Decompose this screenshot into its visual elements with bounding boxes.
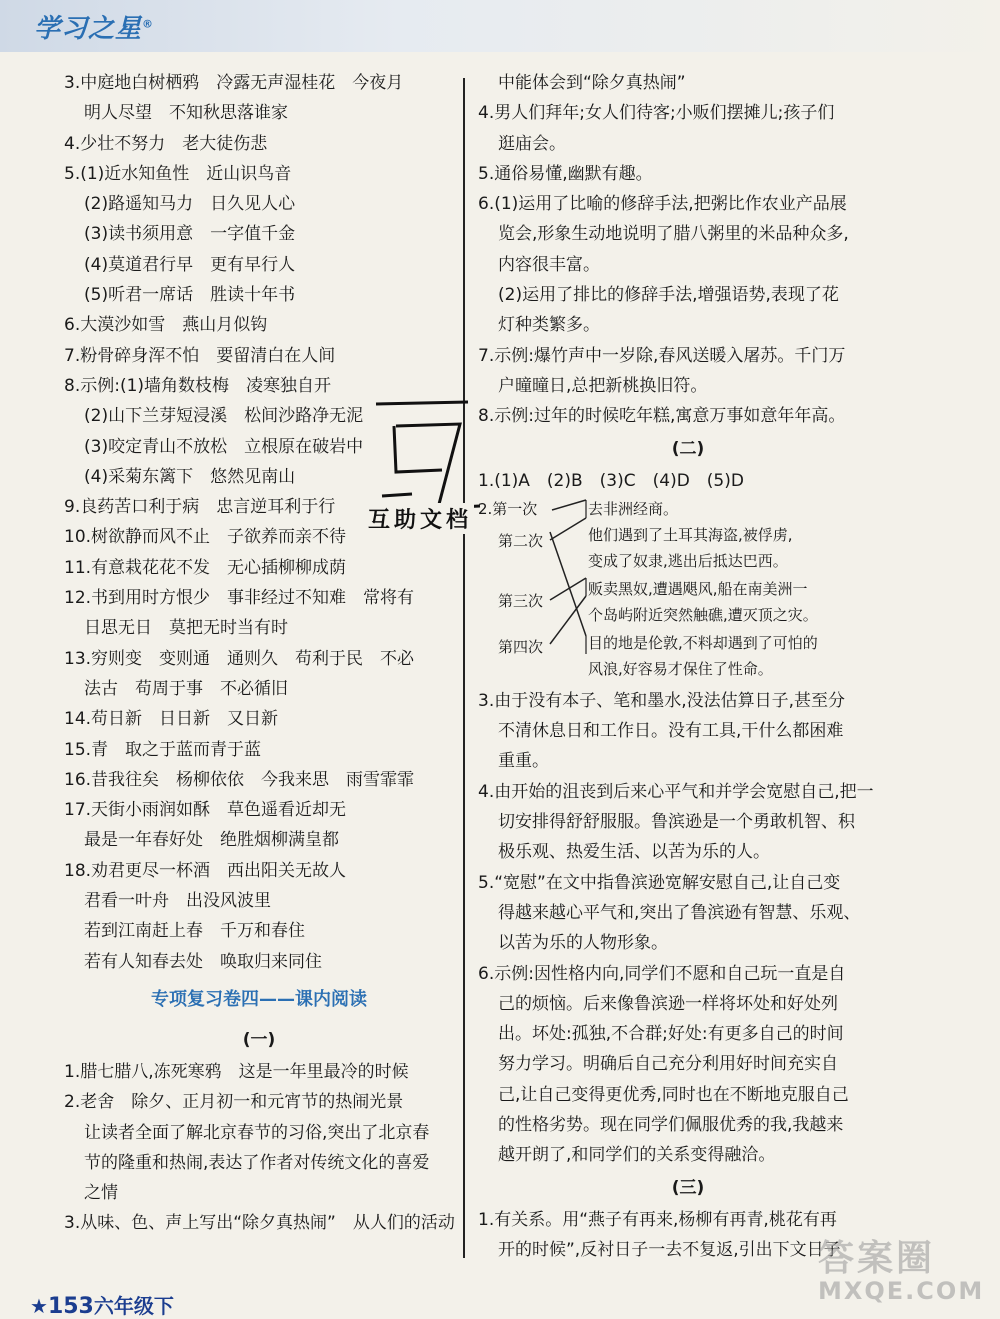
right-top-answer-line: 5.通俗易懂,幽默有趣。 — [478, 163, 653, 184]
left-answer-line: 16.昔我往矣 杨柳依依 今我来思 雨雪霏霏 — [64, 769, 415, 790]
left-answer-line: (2)山下兰芽短浸溪 松间沙路净无泥 — [84, 406, 364, 427]
part-three-answer-line: 开的时候”,反衬日子一去不复返,引出下文日子 — [498, 1239, 841, 1260]
corner-logo: 答案圈 MXQE.COM — [818, 1238, 985, 1305]
left-answer-line: 17.天街小雨润如酥 草色遥看近却无 — [64, 800, 347, 821]
match-label-1: 2.第一次 — [478, 499, 538, 518]
part-one-answer-line: 1.腊七腊八,冻死寒鸦 这是一年里最冷的时候 — [64, 1061, 409, 1082]
left-answer-line: 10.树欲静而风不止 子欲养而亲不待 — [64, 527, 347, 548]
part-two-answer-line: 切安排得舒舒服服。鲁滨逊是一个勇敢机智、积 — [498, 812, 855, 833]
left-answer-line: 14.苟日新 日日新 又日新 — [64, 709, 279, 730]
left-answer-line: 12.书到用时方恨少 事非经过不知难 常将有 — [64, 588, 415, 609]
left-answer-line: (2)路遥知马力 日久见人心 — [84, 194, 296, 215]
part-two-answers — [478, 686, 898, 1171]
match-dest-2b: 变成了奴隶,逃出后抵达巴西。 — [588, 551, 788, 570]
part-three-title: (三) — [671, 1177, 705, 1198]
part-two-answer-line: 努力学习。明确后自己充分利用好时间充实自 — [498, 1054, 838, 1075]
left-answer-line: 若到江南赶上春 千万和春住 — [84, 921, 305, 942]
part-one-title: (一) — [242, 1029, 276, 1050]
column-divider — [463, 78, 465, 1258]
left-answer-line: 法古 苟周于事 不必循旧 — [84, 678, 288, 699]
match-label-3: 第三次 — [498, 591, 544, 610]
part-two-answer-line: 4.由开始的沮丧到后来心平气和并学会宽慰自己,把一 — [478, 781, 874, 802]
part-one-answer-line: 3.从味、色、声上写出“除夕真热闹” 从人们的活动 — [64, 1213, 455, 1234]
left-answer-line: 11.有意栽花花不发 无心插柳柳成荫 — [64, 557, 347, 578]
right-top-answers — [478, 68, 898, 432]
match-dest-3b: 个岛屿附近突然触礁,遭灭顶之灾。 — [588, 605, 818, 624]
part-two-answer-line: 越开朗了,和同学们的关系变得融洽。 — [498, 1145, 776, 1166]
part-two-answer-line: 6.示例:因性格内向,同学们不愿和自己玩一直是自 — [478, 963, 846, 984]
left-answer-line: (3)读书须用意 一字值千金 — [84, 224, 296, 245]
right-top-answer-line: (2)运用了排比的修辞手法,增强语势,表现了花 — [498, 285, 839, 306]
watermark-text: 互助文档 — [366, 503, 474, 534]
right-column — [478, 68, 898, 1265]
right-top-answer-line: 内容很丰富。 — [498, 254, 600, 275]
part-two-answer-line: 5.“宽慰”在文中指鲁滨逊宽解安慰自己,让自己变 — [478, 872, 841, 893]
match-dest-1: 去非洲经商。 — [588, 499, 679, 518]
part-two-answer-line: 得越来越心平气和,突出了鲁滨逊有智慧、乐观、 — [498, 902, 861, 923]
left-answer-line: 18.劝君更尽一杯酒 西出阳关无故人 — [64, 860, 347, 881]
match-label-4: 第四次 — [498, 637, 544, 656]
matching-diagram — [478, 496, 898, 686]
part-two-answer-line: 以苦为乐的人物形象。 — [498, 933, 668, 954]
section-title: 专项复习卷四——课内阅读 — [151, 988, 367, 1010]
part-one-answer-line: 2.老舍 除夕、正月初一和元宵节的热闹光景 — [64, 1092, 404, 1113]
left-column — [64, 68, 454, 1239]
left-answer-line: 君看一叶舟 出没风波里 — [84, 891, 271, 912]
right-top-answer-line: 户曈曈日,总把新桃换旧符。 — [498, 375, 708, 396]
left-answer-line: 9.良药苦口利于病 忠言逆耳利于行 — [64, 497, 336, 518]
left-answer-line: 4.少壮不努力 老大徒伤悲 — [64, 133, 268, 154]
part-two-answer-line: 的性格劣势。现在同学们佩服优秀的我,我越来 — [498, 1115, 844, 1136]
right-top-answer-line: 览会,形象生动地说明了腊八粥里的米品种众多, — [498, 224, 849, 245]
part-two-answer-line: 不清休息日和工作日。没有工具,干什么都困难 — [498, 721, 844, 742]
part-two-q1: 1.(1)A (2)B (3)C (4)D (5)D — [478, 470, 744, 491]
match-dest-3a: 贩卖黑奴,遭遇飓风,船在南美洲一 — [588, 579, 808, 598]
right-top-answer-line: 6.(1)运用了比喻的修辞手法,把粥比作农业产品展 — [478, 194, 847, 215]
left-answer-line: 3.中庭地白树栖鸦 冷露无声湿桂花 今夜月 — [64, 73, 404, 93]
right-top-answer-line: 灯种类繁多。 — [498, 315, 600, 336]
brand-logo: 学习之星® — [34, 14, 155, 44]
right-top-answer-line: 逛庙会。 — [498, 133, 566, 154]
page-footer — [30, 1290, 174, 1319]
match-dest-2a: 他们遇到了土耳其海盗,被俘虏, — [588, 525, 793, 544]
left-answer-line: (4)莫道君行早 更有早行人 — [84, 254, 296, 275]
part-one-answers — [64, 1057, 454, 1239]
left-answer-line: 最是一年春好处 绝胜烟柳满皇都 — [84, 830, 339, 851]
left-answer-line: 6.大漠沙如雪 燕山月似钩 — [64, 315, 268, 336]
right-top-answer-line: 7.示例:爆竹声中一岁除,春风送暖入屠苏。千门万 — [478, 345, 846, 366]
left-answer-line: 15.青 取之于蓝而青于蓝 — [64, 739, 262, 760]
part-two-answer-line: 己,让自己变得更优秀,同时也在不断地克服自己 — [498, 1084, 849, 1105]
left-answer-line: 日思无日 莫把无时当有时 — [84, 618, 288, 639]
part-one-answer-line: 之情 — [84, 1183, 118, 1204]
page-number: 153 — [47, 1294, 94, 1319]
part-two-answer-line: 极乐观、热爱生活、以苦为乐的人。 — [498, 842, 770, 863]
right-top-answer-line: 中能体会到“除夕真热闹” — [498, 73, 686, 93]
part-three-answer-line: 1.有关系。用“燕子有再来,杨柳有再青,桃花有再 — [478, 1209, 837, 1230]
left-answer-line: 明人尽望 不知秋思落谁家 — [84, 103, 288, 124]
right-top-answer-line: 4.男人们拜年;女人们待客;小贩们摆摊儿;孩子们 — [478, 103, 835, 124]
part-one-answer-line: 节的隆重和热闹,表达了作者对传统文化的喜爱 — [84, 1152, 430, 1173]
left-answer-line: 5.(1)近水知鱼性 近山识鸟音 — [64, 163, 292, 184]
part-two-answer-line: 己的烦恼。后来像鲁滨逊一样将坏处和好处列 — [498, 993, 838, 1014]
left-answer-line: (5)听君一席话 胜读十年书 — [84, 285, 296, 306]
star-icon: ★ — [30, 1294, 48, 1318]
part-two-answer-line: 出。坏处:孤独,不合群;好处:有更多自己的时间 — [498, 1024, 844, 1045]
part-two-answer-line: 3.由于没有本子、笔和墨水,没法估算日子,甚至分 — [478, 690, 846, 711]
right-top-answer-line: 8.示例:过年的时候吃年糕,寓意万事如意年年高。 — [478, 406, 846, 427]
part-two-title: (二) — [671, 438, 705, 459]
grade-label: 六年级下 — [93, 1294, 174, 1318]
left-answer-line: 13.穷则变 变则通 通则久 苟利于民 不必 — [64, 648, 415, 669]
left-answer-line: 8.示例:(1)墙角数枝梅 凌寒独自开 — [64, 375, 332, 396]
left-answer-line: 若有人知春去处 唤取归来同住 — [84, 951, 322, 972]
match-label-2: 第二次 — [498, 531, 544, 550]
match-dest-4a: 目的地是伦敦,不料却遇到了可怕的 — [588, 633, 818, 652]
left-answer-line: (4)采菊东篱下 悠然见南山 — [84, 466, 296, 487]
left-answer-line: 7.粉骨碎身浑不怕 要留清白在人间 — [64, 345, 336, 366]
match-dest-4b: 风浪,好容易才保住了性命。 — [588, 659, 773, 678]
part-two-answer-line: 重重。 — [498, 751, 549, 772]
left-answer-line: (3)咬定青山不放松 立根原在破岩中 — [84, 436, 364, 457]
part-one-answer-line: 让读者全面了解北京春节的习俗,突出了北京春 — [84, 1122, 430, 1143]
